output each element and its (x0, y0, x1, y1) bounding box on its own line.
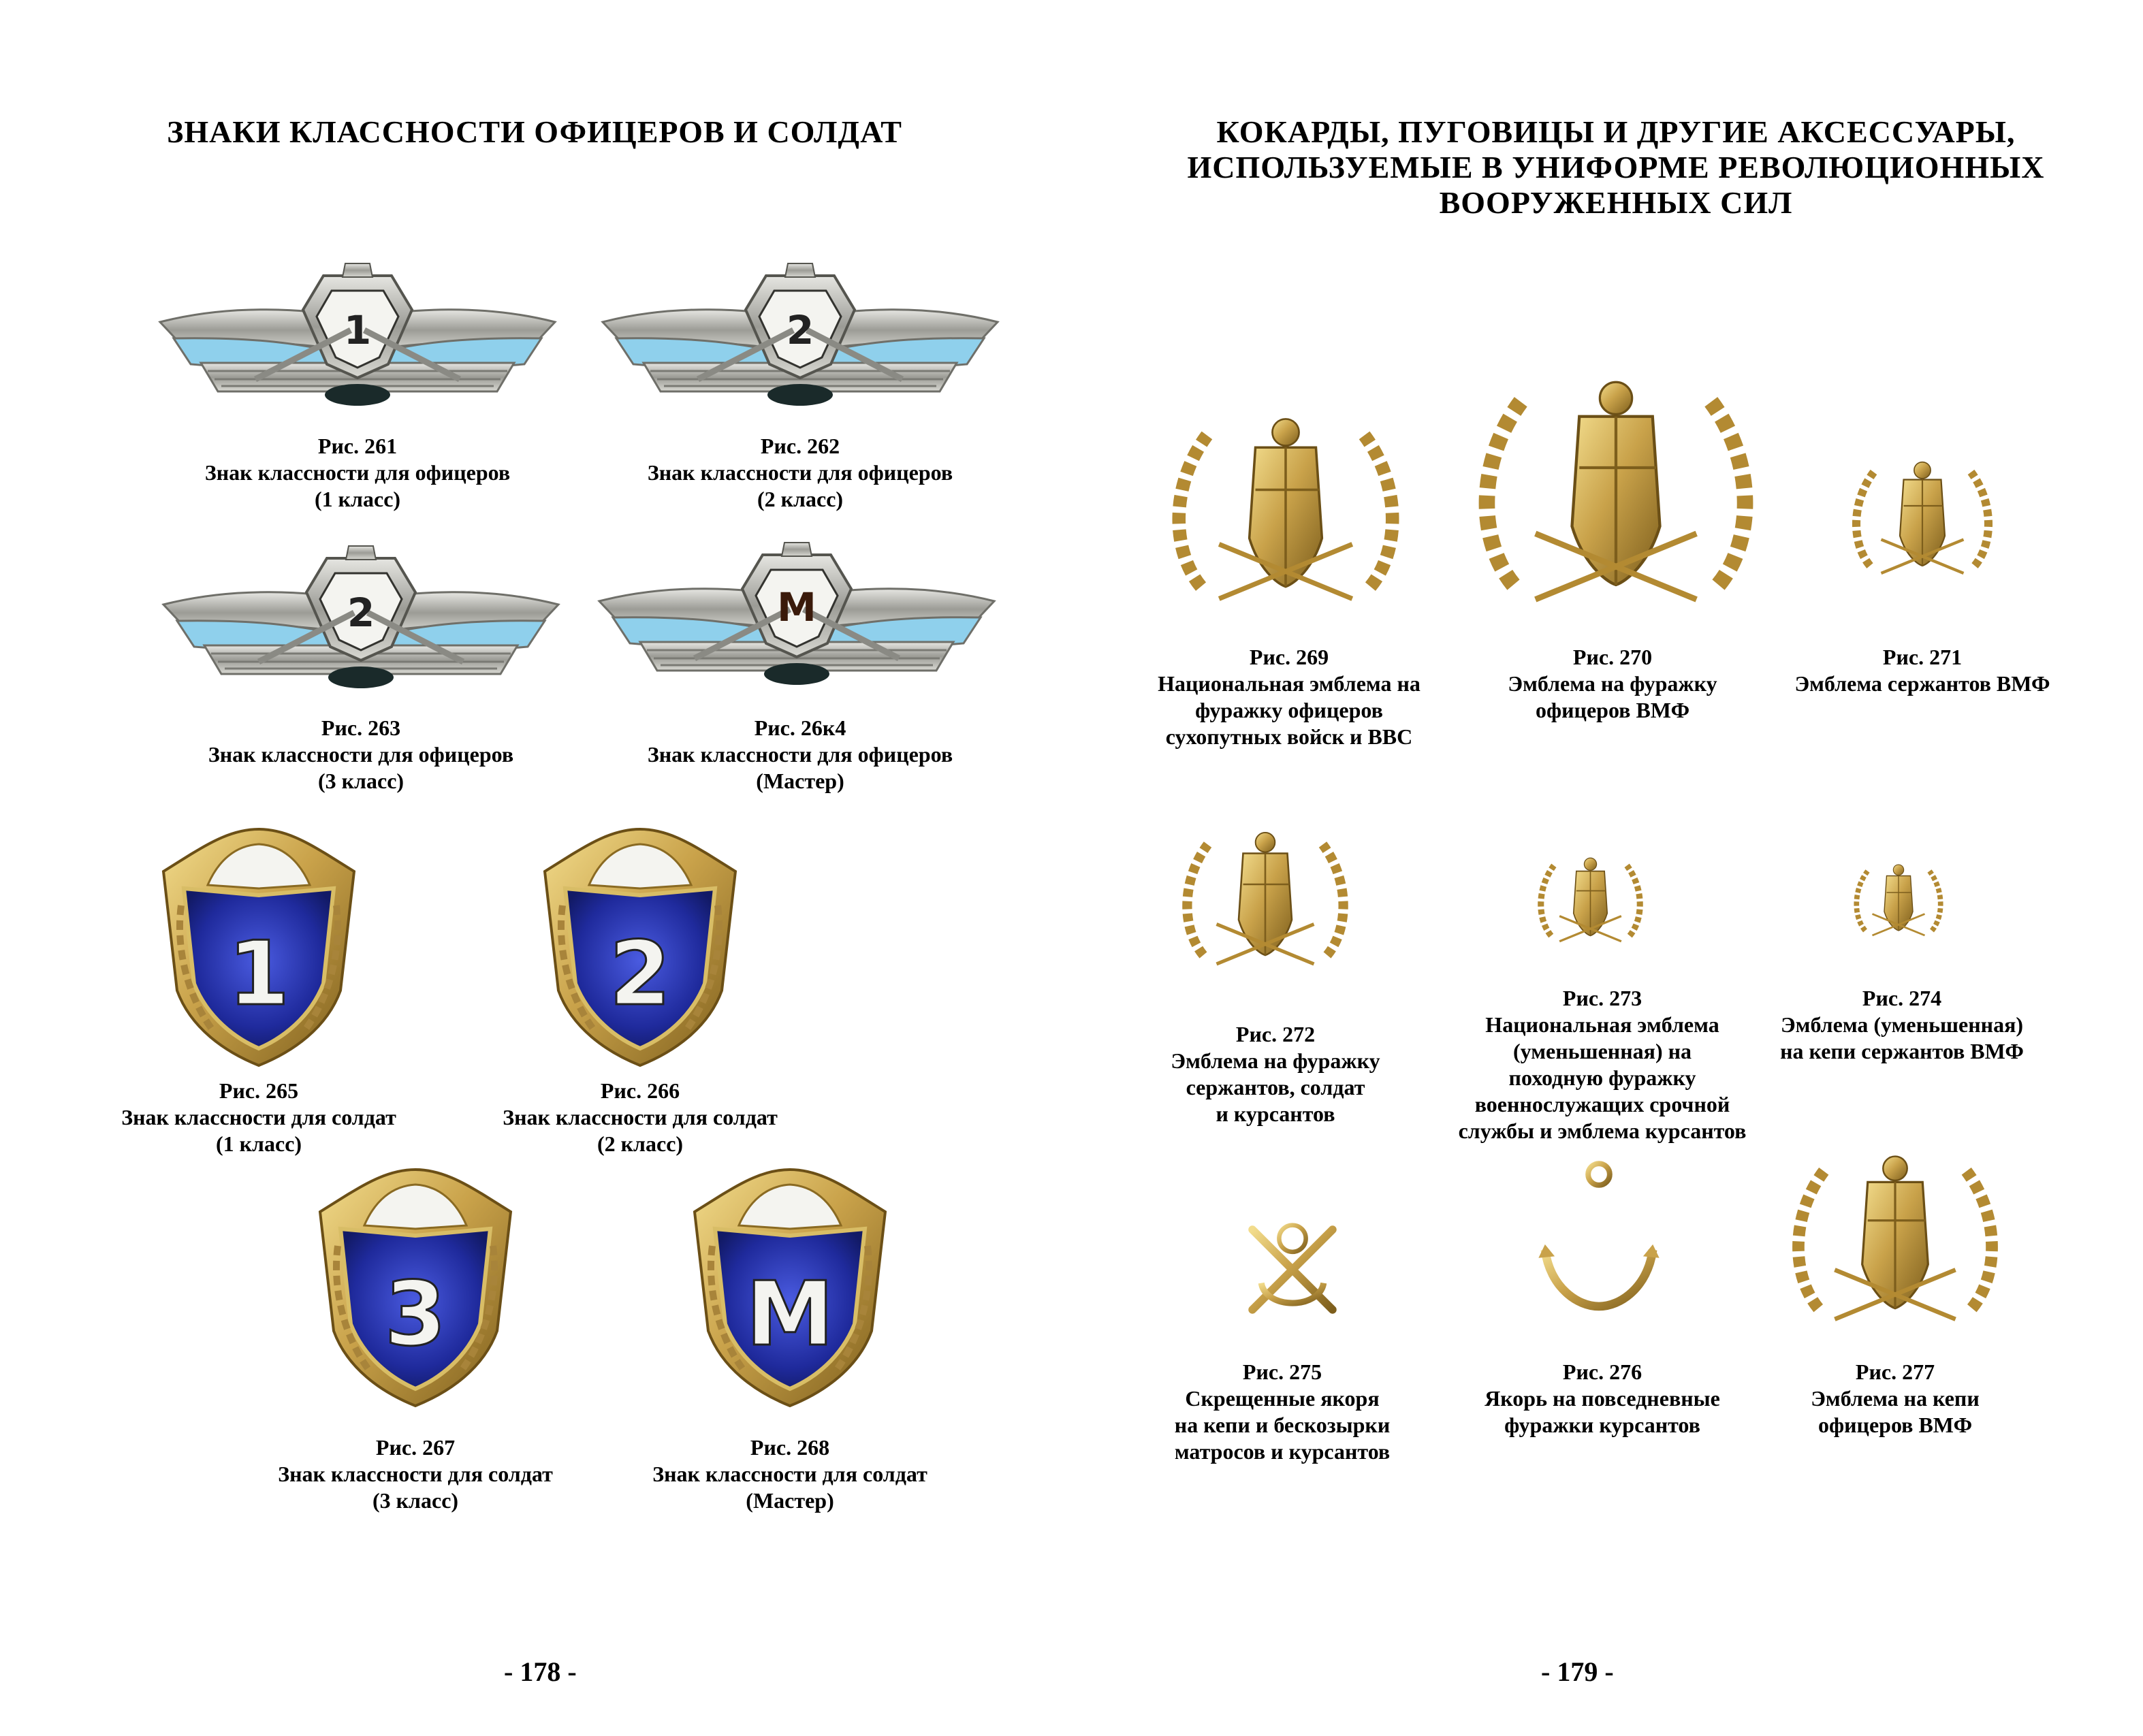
caption-fig-262 (596, 433, 1004, 513)
caption-text: офицеров ВМФ (1535, 698, 1690, 722)
caption-text: фуражки курсантов (1504, 1413, 1700, 1437)
caption-text: Знак классности для офицеров (647, 460, 953, 485)
caption-fig-272 (1132, 1021, 1418, 1127)
title-line: КОКАРДЫ, ПУГОВИЦЫ И ДРУГИЕ АКСЕССУАРЫ, (1216, 114, 2016, 149)
fig-number: Рис. 266 (600, 1078, 680, 1103)
caption-fig-276 (1453, 1359, 1752, 1438)
navy-sergeant-emblem-icon (1847, 443, 1997, 599)
caption-fig-275 (1139, 1359, 1425, 1465)
caption-text: сержантов, солдат (1186, 1075, 1365, 1099)
page-number: - 179 - (1541, 1656, 1614, 1687)
national-emblem-officers-icon (1160, 405, 1412, 623)
badge-letter: М (777, 584, 816, 630)
caption-text: Национальная эмблема на (1158, 671, 1420, 696)
caption-fig-269 (1119, 644, 1459, 750)
fig-number: Рис. 265 (219, 1078, 299, 1103)
caption-text: (уменьшенная) на (1512, 1039, 1692, 1063)
caption-text: (2 класс) (597, 1131, 684, 1156)
anchor-icon (1534, 1157, 1664, 1321)
caption-fig-265 (68, 1078, 449, 1157)
fig-number: Рис. 267 (375, 1435, 456, 1460)
officer-class-badge-2 (596, 262, 1004, 412)
caption-fig-268 (599, 1434, 981, 1514)
caption-text: матросов и курсантов (1174, 1439, 1391, 1464)
fig-number: Рис. 268 (750, 1435, 830, 1460)
caption-text: Знак классности для солдат (652, 1462, 927, 1486)
caption-fig-266 (449, 1078, 831, 1157)
caption-text: фуражку офицеров (1195, 698, 1383, 722)
sergeant-cap-emblem-icon (1177, 803, 1354, 1001)
caption-fig-273 (1425, 985, 1779, 1144)
caption-text: военнослужащих срочной (1474, 1092, 1730, 1116)
caption-fig-274 (1752, 985, 2052, 1065)
officer-class-badge-master (592, 538, 1001, 694)
caption-text: Скрещенные якоря (1185, 1386, 1380, 1411)
badge-letter: М (746, 1262, 834, 1366)
caption-text: (Мастер) (756, 769, 844, 793)
caption-fig-261 (153, 433, 562, 513)
reduced-national-emblem-icon (1534, 841, 1647, 963)
caption-text: (Мастер) (746, 1488, 834, 1513)
fig-number: Рис. 276 (1562, 1360, 1642, 1384)
fig-number: Рис. 263 (321, 716, 401, 740)
navy-officer-cap-emblem-icon (1470, 364, 1762, 630)
fig-number: Рис. 277 (1855, 1360, 1935, 1384)
caption-text: Знак классности для офицеров (204, 460, 511, 485)
caption-text: (1 класс) (215, 1131, 302, 1156)
caption-text: (1 класс) (314, 487, 401, 511)
caption-fig-267 (225, 1434, 606, 1514)
fig-number: Рис. 273 (1562, 986, 1642, 1010)
badge-number: 1 (343, 307, 372, 353)
fig-number: Рис. 272 (1235, 1022, 1316, 1046)
caption-text: и курсантов (1216, 1102, 1335, 1126)
badge-number: 1 (227, 922, 290, 1025)
soldier-class-badge-1 (157, 824, 361, 1069)
soldier-class-badge-master (688, 1164, 892, 1409)
left-page-title: ЗНАКИ КЛАССНОСТИ ОФИЦЕРОВ И СОЛДАТ (167, 114, 902, 149)
fig-number: Рис. 271 (1882, 645, 1963, 669)
fig-number: Рис. 269 (1249, 645, 1329, 669)
officer-class-badge-1 (153, 262, 562, 412)
caption-text: Эмблема сержантов ВМФ (1794, 671, 2050, 696)
caption-fig-263 (157, 715, 565, 794)
caption-fig-264 (596, 715, 1004, 794)
caption-text: Знак классности для офицеров (208, 742, 514, 767)
badge-number: 3 (384, 1262, 447, 1366)
fig-number: Рис. 262 (760, 434, 840, 458)
caption-text: на кепи и бескозырки (1174, 1413, 1391, 1437)
caption-text: сухопутных войск и ВВС (1165, 724, 1413, 749)
right-page-title (1112, 114, 2120, 221)
soldier-class-badge-3 (313, 1164, 518, 1409)
caption-text: (3 класс) (317, 769, 404, 793)
fig-number: Рис. 270 (1572, 645, 1653, 669)
caption-text: походную фуражку (1508, 1065, 1696, 1090)
caption-text: (3 класс) (372, 1488, 459, 1513)
fig-number: Рис. 26к4 (754, 716, 846, 740)
badge-number: 2 (347, 590, 375, 636)
badge-number: 2 (609, 922, 671, 1025)
badge-number: 2 (786, 307, 814, 353)
caption-text: Национальная эмблема (1485, 1012, 1719, 1037)
crossed-anchors-icon (1235, 1212, 1350, 1328)
caption-text: Эмблема на фуражку (1171, 1048, 1380, 1073)
caption-text: службы и эмблема курсантов (1458, 1119, 1747, 1143)
caption-text: Якорь на повседневные (1485, 1386, 1720, 1411)
officer-class-badge-3 (157, 545, 565, 694)
fig-number: Рис. 261 (317, 434, 398, 458)
caption-text: Знак классности для солдат (503, 1105, 778, 1129)
right-page (1071, 0, 2143, 1736)
fig-number: Рис. 275 (1242, 1360, 1322, 1384)
caption-text: Знак классности для офицеров (647, 742, 953, 767)
caption-text: Знак классности для солдат (121, 1105, 396, 1129)
caption-text: Знак классности для солдат (278, 1462, 553, 1486)
caption-text: на кепи сержантов ВМФ (1780, 1039, 2024, 1063)
page-number: - 178 - (504, 1656, 577, 1687)
caption-text: (2 класс) (757, 487, 844, 511)
caption-text: Эмблема на фуражку (1508, 671, 1717, 696)
caption-fig-277 (1759, 1359, 2031, 1438)
soldier-class-badge-2 (538, 824, 742, 1069)
caption-text: Эмблема на кепи (1811, 1386, 1980, 1411)
title-line: ИСПОЛЬЗУЕМЫЕ В УНИФОРМЕ РЕВОЛЮЦИОННЫХ (1187, 150, 2045, 184)
caption-text: офицеров ВМФ (1817, 1413, 1973, 1437)
left-page (0, 0, 1071, 1736)
navy-officer-kepi-emblem-icon (1779, 1144, 2011, 1341)
caption-fig-270 (1459, 644, 1766, 724)
caption-text: Эмблема (уменьшенная) (1780, 1012, 2024, 1037)
title-line: ВООРУЖЕННЫХ СИЛ (1439, 185, 1793, 220)
fig-number: Рис. 274 (1862, 986, 1942, 1010)
reduced-navy-sergeant-emblem-icon (1851, 841, 1946, 963)
caption-fig-271 (1773, 644, 2072, 697)
